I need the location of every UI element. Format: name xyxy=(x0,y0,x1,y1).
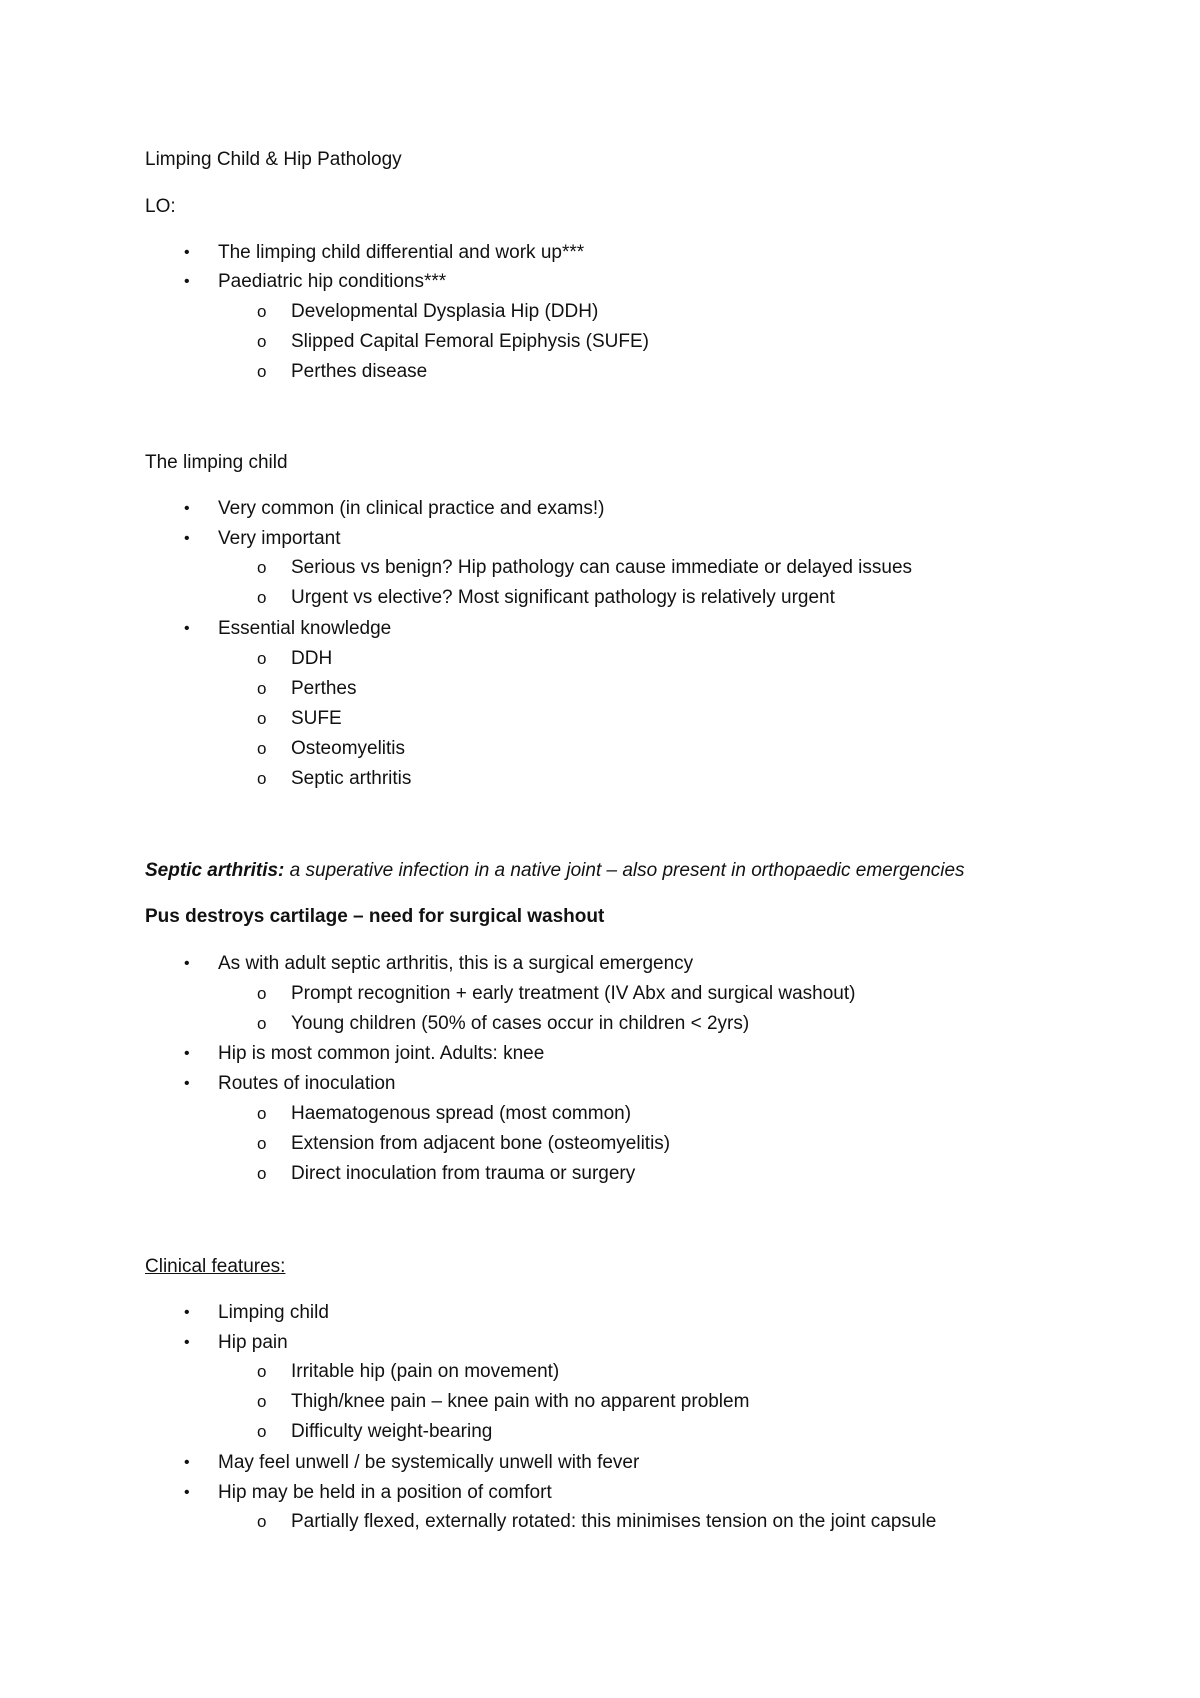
bullet-icon: • xyxy=(184,1484,190,1501)
septic-item: Routes of inoculation xyxy=(218,1073,396,1094)
bullet-icon: • xyxy=(184,530,190,547)
knowledge-subitem: Osteomyelitis xyxy=(291,738,406,759)
septic-item: Hip is most common joint. Adults: knee xyxy=(218,1043,545,1064)
sub-bullet-icon: o xyxy=(257,1512,267,1531)
pus-line: Pus destroys cartilage – need for surgical washout xyxy=(145,906,605,927)
hip-pain-subitem: Irritable hip (pain on movement) xyxy=(291,1361,560,1382)
emergency-subitem: Young children (50% of cases occur in children < 2yrs) xyxy=(291,1013,750,1034)
sub-bullet-icon: o xyxy=(257,984,267,1003)
sub-bullet-icon: o xyxy=(257,769,267,788)
limping-item: Very common (in clinical practice and exams!) xyxy=(218,498,605,519)
sub-bullet-icon: o xyxy=(257,679,267,698)
lo-item: The limping child differential and work up*** xyxy=(218,242,585,263)
sub-bullet-icon: o xyxy=(257,588,267,607)
section-heading-clinical-features: Clinical features: xyxy=(145,1256,286,1277)
knowledge-subitem: Septic arthritis xyxy=(291,768,412,789)
knowledge-subitem: Perthes xyxy=(291,678,357,699)
sub-bullet-icon: o xyxy=(257,649,267,668)
important-subitem: Serious vs benign? Hip pathology can cause immediate or delayed issues xyxy=(291,557,913,578)
septic-term: Septic arthritis: xyxy=(145,860,285,881)
sub-bullet-icon: o xyxy=(257,558,267,577)
bullet-icon: • xyxy=(184,955,190,972)
document-title: Limping Child & Hip Pathology xyxy=(145,149,402,170)
bullet-icon: • xyxy=(184,273,190,290)
bullet-icon: • xyxy=(184,500,190,517)
sub-bullet-icon: o xyxy=(257,739,267,758)
knowledge-subitem: DDH xyxy=(291,648,333,669)
septic-definition: a superative infection in a native joint – also present in orthopaedic emergencies xyxy=(284,860,965,881)
emergency-subitem: Prompt recognition + early treatment (IV Abx and surgical washout) xyxy=(291,983,856,1004)
bullet-icon: • xyxy=(184,620,190,637)
septic-item: As with adult septic arthritis, this is a surgical emergency xyxy=(218,953,694,974)
bullet-icon: • xyxy=(184,1334,190,1351)
sub-bullet-icon: o xyxy=(257,709,267,728)
sub-bullet-icon: o xyxy=(257,332,267,351)
sub-bullet-icon: o xyxy=(257,1422,267,1441)
sub-bullet-icon: o xyxy=(257,1392,267,1411)
sub-bullet-icon: o xyxy=(257,1164,267,1183)
knowledge-subitem: SUFE xyxy=(291,708,342,729)
routes-subitem: Haematogenous spread (most common) xyxy=(291,1103,632,1124)
sub-bullet-icon: o xyxy=(257,1134,267,1153)
section-heading-limping-child: The limping child xyxy=(145,452,288,473)
routes-subitem: Direct inoculation from trauma or surgery xyxy=(291,1163,636,1184)
clinical-item: May feel unwell / be systemically unwell with fever xyxy=(218,1452,640,1473)
routes-subitem: Extension from adjacent bone (osteomyelitis) xyxy=(291,1133,671,1154)
important-subitem: Urgent vs elective? Most significant pathology is relatively urgent xyxy=(291,587,835,608)
clinical-item: Hip pain xyxy=(218,1332,288,1353)
lo-item: Paediatric hip conditions*** xyxy=(218,271,447,292)
lo-subitem: Perthes disease xyxy=(291,361,428,382)
sub-bullet-icon: o xyxy=(257,1104,267,1123)
comfort-subitem: Partially flexed, externally rotated: this minimises tension on the joint capsule xyxy=(291,1511,937,1532)
limping-item: Essential knowledge xyxy=(218,618,392,639)
bullet-icon: • xyxy=(184,1304,190,1321)
hip-pain-subitem: Thigh/knee pain – knee pain with no apparent problem xyxy=(291,1391,750,1412)
clinical-item: Hip may be held in a position of comfort xyxy=(218,1482,552,1503)
sub-bullet-icon: o xyxy=(257,362,267,381)
sub-bullet-icon: o xyxy=(257,302,267,321)
clinical-item: Limping child xyxy=(218,1302,329,1323)
bullet-icon: • xyxy=(184,1045,190,1062)
septic-definition-line xyxy=(145,860,965,882)
lo-subitem: Developmental Dysplasia Hip (DDH) xyxy=(291,301,599,322)
bullet-icon: • xyxy=(184,1075,190,1092)
hip-pain-subitem: Difficulty weight-bearing xyxy=(291,1421,493,1442)
bullet-icon: • xyxy=(184,244,190,261)
sub-bullet-icon: o xyxy=(257,1014,267,1033)
sub-bullet-icon: o xyxy=(257,1362,267,1381)
lo-label: LO: xyxy=(145,196,176,217)
limping-item: Very important xyxy=(218,528,341,549)
bullet-icon: • xyxy=(184,1454,190,1471)
lo-subitem: Slipped Capital Femoral Epiphysis (SUFE) xyxy=(291,331,649,352)
